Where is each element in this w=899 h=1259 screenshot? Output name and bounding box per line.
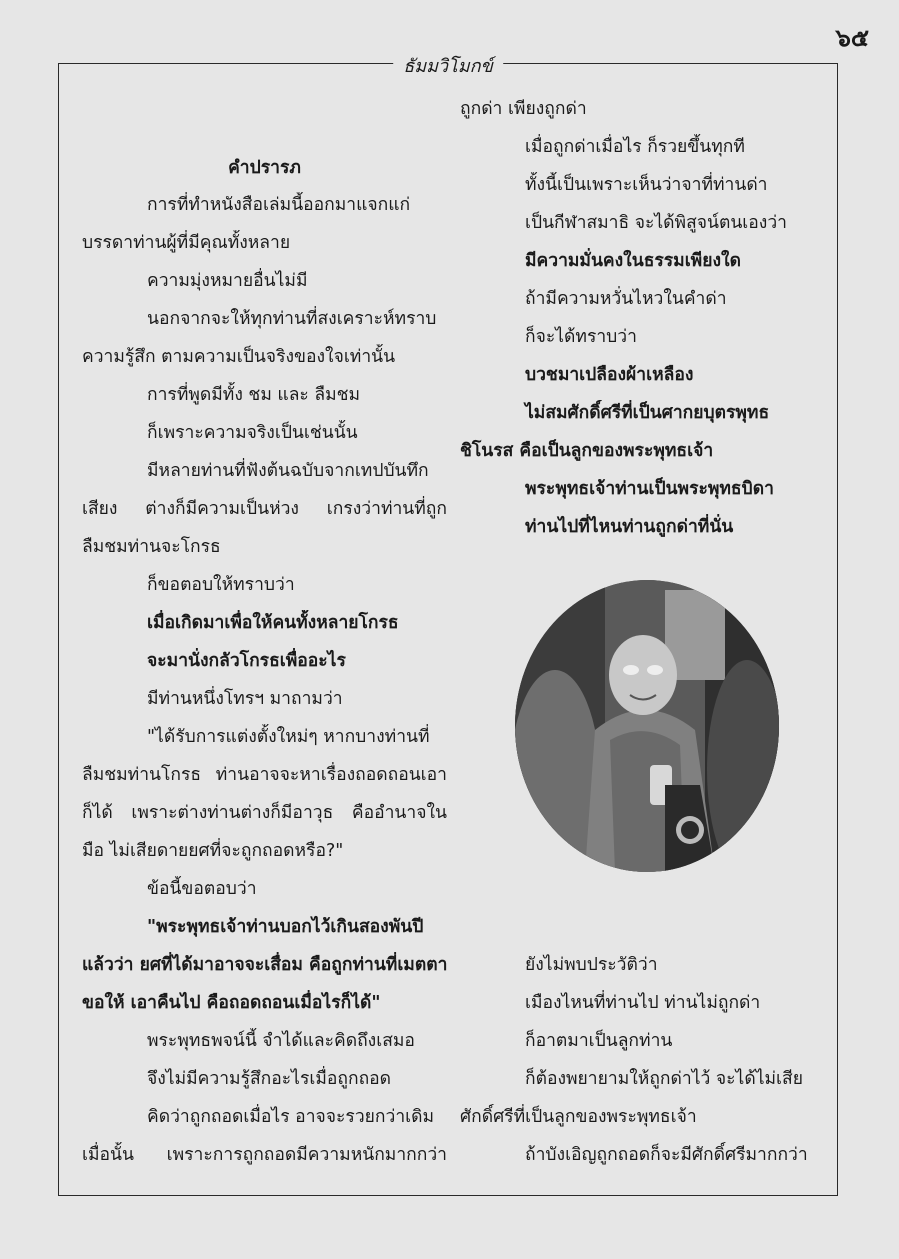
paragraph-line: ความรู้สึก ตามความเป็นจริงของใจเท่านั้น (82, 347, 396, 367)
emphasis-line: ท่านไปที่ไหนท่านถูกด่าที่นั่น (525, 517, 734, 537)
emphasis-line: จะมานั่งกลัวโกรธเพื่ออะไร (147, 651, 346, 671)
paragraph-line: คิดว่าถูกถอดเมื่อไร อาจจะรวยกว่าเดิม (147, 1107, 435, 1127)
paragraph-line: มีหลายท่านที่ฟังต้นฉบับจากเทปบันทึก (147, 461, 429, 481)
quote-line: "พระพุทธเจ้าท่านบอกไว้เกินสองพันปี (147, 917, 424, 937)
emphasis-line: พระพุทธเจ้าท่านเป็นพระพุทธบิดา (525, 479, 774, 499)
paragraph-line: ยังไม่พบประวัติว่า (525, 955, 658, 975)
paragraph-line: ศักดิ์ศรีที่เป็นลูกของพระพุทธเจ้า (460, 1107, 697, 1127)
paragraph-line: เป็นกีฬาสมาธิ จะได้พิสูจน์ตนเองว่า (525, 213, 787, 233)
emphasis-line: ไม่สมศักดิ์ศรีที่เป็นศากยบุตรพุทธ (525, 403, 770, 423)
paragraph-line: ลืมชมท่านจะโกรธ (82, 537, 221, 557)
paragraph-line: ก็อาตมาเป็นลูกท่าน (525, 1031, 673, 1051)
emphasis-line: เมื่อเกิดมาเพื่อให้คนทั้งหลายโกรธ (147, 613, 399, 633)
paragraph-line: มือ ไม่เสียดายยศที่จะถูกถอดหรือ?" (82, 841, 344, 861)
paragraph-line: ลืมชมท่านโกรธ ท่านอาจจะหาเรื่องถอดถอนเอา (82, 765, 447, 785)
paragraph-line: ถูกด่า เพียงถูกด่า (460, 99, 587, 119)
quote-line: แล้วว่า ยศที่ได้มาอาจจะเสื่อม คือถูกท่านที่เมตตา (82, 955, 447, 975)
paragraph-line: เมืองไหนที่ท่านไป ท่านไม่ถูกด่า (525, 993, 761, 1013)
paragraph-line: พระพุทธพจน์นี้ จำได้และคิดถึงเสมอ (147, 1031, 415, 1051)
paragraph-line: มีท่านหนึ่งโทรฯ มาถามว่า (147, 689, 343, 709)
emphasis-line: ชิโนรส คือเป็นลูกของพระพุทธเจ้า (460, 441, 714, 461)
paragraph-line: บรรดาท่านผู้ที่มีคุณทั้งหลาย (82, 233, 291, 253)
page-number: ๖๕ (835, 24, 869, 52)
paragraph-line: ก็เพราะความจริงเป็นเช่นนั้น (147, 423, 358, 443)
paragraph-line: การที่ทำหนังสือเล่มนี้ออกมาแจกแก่ (147, 195, 411, 215)
monk-photo-illustration (515, 580, 779, 872)
paragraph-line: ความมุ่งหมายอื่นไม่มี (147, 271, 308, 291)
paragraph-line: ทั้งนี้เป็นเพราะเห็นว่าจาที่ท่านด่า (525, 175, 768, 195)
preface-heading: คำปรารภ (228, 158, 301, 178)
paragraph-line: จึงไม่มีความรู้สึกอะไรเมื่อถูกถอด (147, 1069, 392, 1089)
paragraph-line: เมื่อถูกด่าเมื่อไร ก็รวยขึ้นทุกที (525, 137, 745, 157)
paragraph-line: ก็ขอตอบให้ทราบว่า (147, 575, 295, 595)
paragraph-line: ถ้ามีความหวั่นไหวในคำด่า (525, 289, 727, 309)
quote-line: ขอให้ เอาคืนไป คือถอดถอนเมื่อไรก็ได้" (82, 993, 381, 1013)
paragraph-line: "ได้รับการแต่งตั้งใหม่ๆ หากบางท่านที่ (147, 727, 430, 747)
paragraph-line: ก็จะได้ทราบว่า (525, 327, 637, 347)
paragraph-line: ก็ได้ เพราะต่างท่านต่างก็มีอาวุธ คืออำนาจใน (82, 803, 447, 823)
paragraph-line: ก็ต้องพยายามให้ถูกด่าไว้ จะได้ไม่เสีย (525, 1069, 803, 1089)
paragraph-line: เสียง ต่างก็มีความเป็นห่วง เกรงว่าท่านที่ถูก (82, 499, 447, 519)
paragraph-line: ถ้าบังเอิญถูกถอดก็จะมีศักดิ์ศรีมากกว่า (525, 1145, 808, 1165)
paragraph-line: การที่พูดมีทั้ง ชม และ ลืมชม (147, 385, 361, 405)
paragraph-line: นอกจากจะให้ทุกท่านที่สงเคราะห์ทราบ (147, 309, 437, 329)
running-header: ธัมมวิโมกข์ (393, 51, 503, 80)
monk-photo (515, 580, 779, 872)
paragraph-line: เมื่อนั้น เพราะการถูกถอดมีความหนักมากกว่า (82, 1145, 447, 1165)
emphasis-line: มีความมั่นคงในธรรมเพียงใด (525, 251, 741, 271)
emphasis-line: บวชมาเปลืองผ้าเหลือง (525, 365, 694, 385)
paragraph-line: ข้อนี้ขอตอบว่า (147, 879, 257, 899)
